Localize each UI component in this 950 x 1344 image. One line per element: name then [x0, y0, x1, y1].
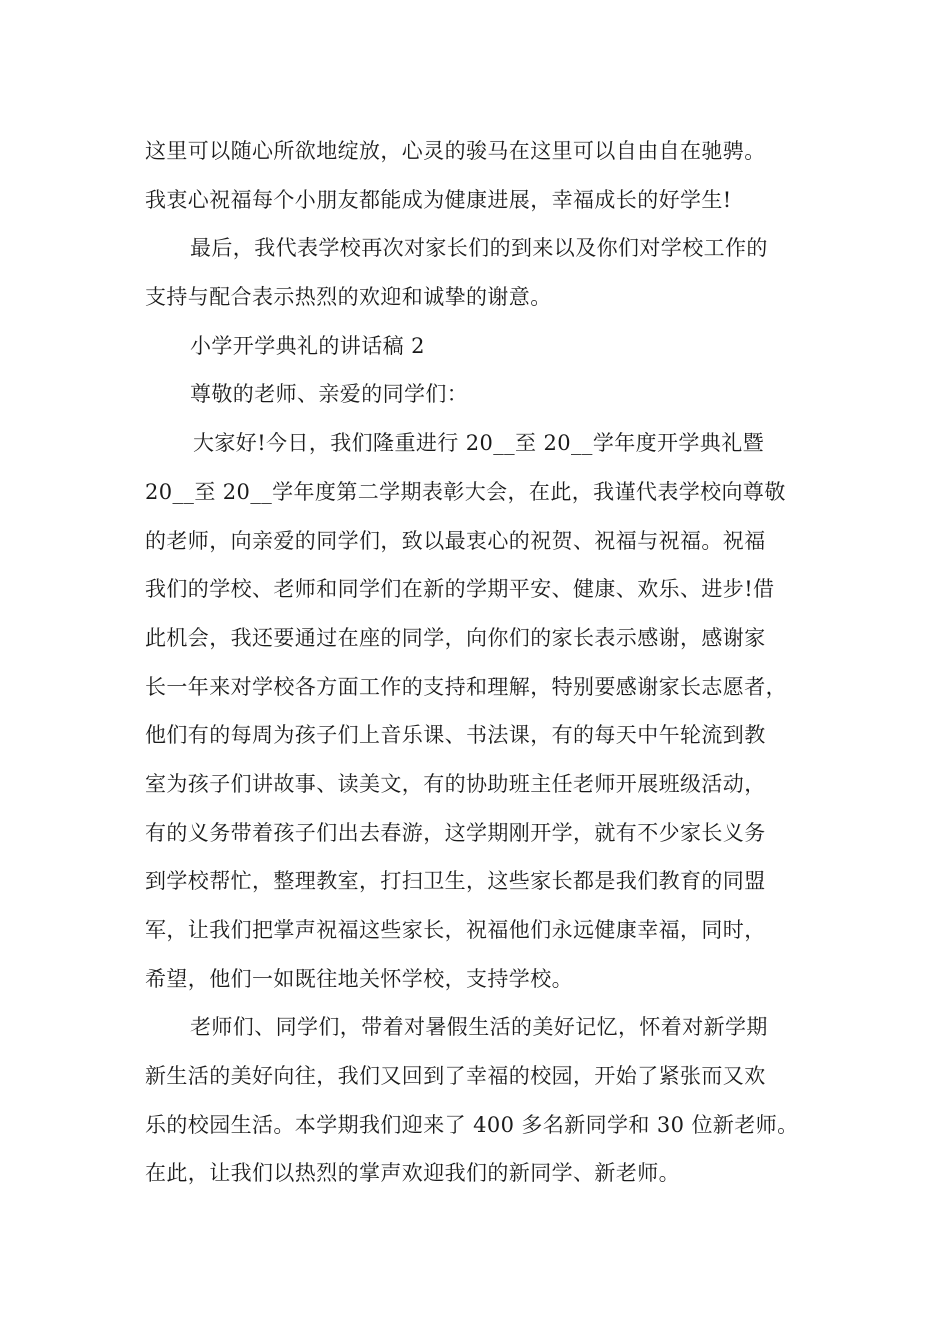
text-line: 我衷心祝福每个小朋友都能成为健康进展，幸福成长的好学生! [145, 187, 732, 212]
text-line: 室为孩子们讲故事、读美文，有的协助班主任老师开展班级活动， [145, 771, 766, 796]
document-body [145, 127, 825, 1198]
text-line: 的老师，向亲爱的同学们，致以最衷心的祝贺、祝福与祝福。祝福 [145, 528, 766, 553]
text-line: 他们有的每周为孩子们上音乐课、书法课，有的每天中午轮流到教 [145, 723, 766, 748]
salutation: 尊敬的老师、亲爱的同学们： [190, 382, 469, 407]
text-line: 军，让我们把掌声祝福这些家长，祝福他们永远健康幸福，同时， [145, 918, 766, 942]
text-line: 希望，他们一如既往地关怀学校，支持学校。 [145, 966, 573, 991]
text-line: 长一年来对学校各方面工作的支持和理解，特别要感谢家长志愿者， [145, 674, 787, 699]
text-line: 新生活的美好向往，我们又回到了幸福的校园，开始了紧张而又欢 [145, 1064, 766, 1089]
text-line: 乐的校园生活。本学期我们迎来了 400 多名新同学和 30 位新老师。 [145, 1112, 799, 1137]
text-line: 20__至 20__学年度第二学期表彰大会，在此，我谨代表学校向尊敬 [145, 479, 786, 504]
paragraph-start: 大家好!今日，我们隆重进行 20__至 20__学年度开学典礼暨 [193, 431, 765, 456]
text-line: 支持与配合表示热烈的欢迎和诚挚的谢意。 [145, 285, 552, 310]
text-line: 有的义务带着孩子们出去春游，这学期刚开学，就有不少家长义务 [145, 820, 766, 845]
text-line: 这里可以随心所欲地绽放，心灵的骏马在这里可以自由自在驰骋。 [145, 139, 766, 163]
text-line: 在此，让我们以热烈的掌声欢迎我们的新同学、新老师。 [145, 1161, 680, 1186]
paragraph-start: 老师们、同学们，带着对暑假生活的美好记忆，怀着对新学期 [190, 1015, 768, 1040]
section-title: 小学开学典礼的讲话稿 2 [190, 333, 425, 358]
paragraph-start: 最后，我代表学校再次对家长们的到来以及你们对学校工作的 [190, 236, 768, 261]
text-line: 我们的学校、老师和同学们在新的学期平安、健康、欢乐、进步!借 [145, 577, 775, 602]
text-line: 此机会，我还要通过在座的同学，向你们的家长表示感谢，感谢家 [145, 625, 766, 650]
text-line: 到学校帮忙，整理教室，打扫卫生，这些家长都是我们教育的同盟 [145, 869, 766, 894]
